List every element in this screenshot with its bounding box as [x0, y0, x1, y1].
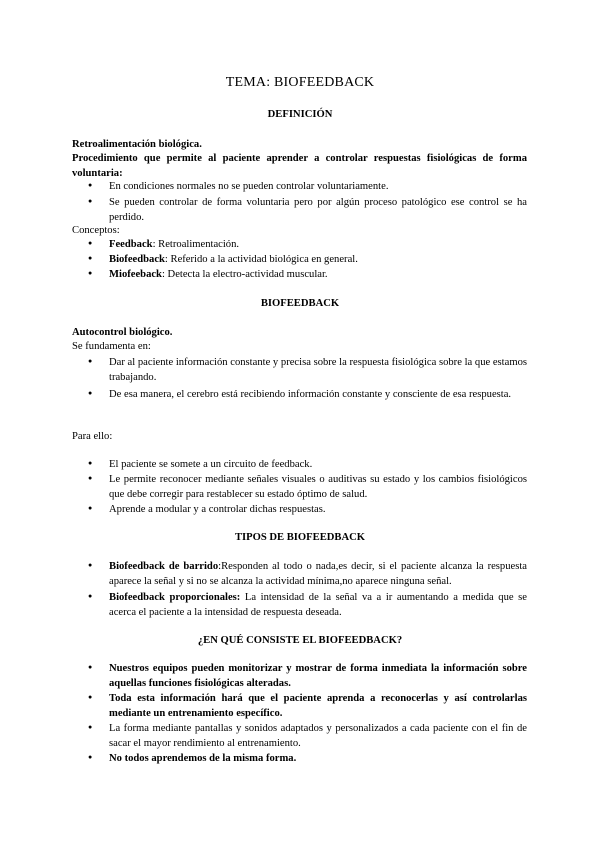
- bullet-icon: [88, 590, 98, 606]
- bullet-icon: [88, 252, 98, 268]
- list-item: ● Dar al paciente información constante y precisa sobre la respuesta fisiológica sobre la que estamos trabajando.: [72, 355, 527, 385]
- list-item: ● No todos aprendemos de la misma forma.: [72, 751, 527, 766]
- heading-tipos: TIPOS DE BIOFEEDBACK: [234, 532, 366, 543]
- list-item: ● El paciente se somete a un circuito de feedback.: [72, 457, 527, 472]
- list-item: ● Toda esta información hará que el paciente aprenda a reconocerlas y así controlarlas mediante un entrenamiento específico.: [72, 691, 527, 721]
- list-item: ● Aprende a modular y a controlar dichas respuestas.: [72, 502, 527, 517]
- bullet-icon: [88, 457, 98, 473]
- list-item: ● Feedback: Retroalimentación.: [72, 237, 527, 252]
- list-item: ● Biofeedback de barrido:Responden al todo o nada,es decir, si el paciente alcanza la respuesta aparece la señal y si no se alcanza la actividad mínima,no aparece ninguna señal.: [72, 559, 527, 589]
- list-item: ● De esa manera, el cerebro está recibiendo información constante y consciente de esa respuesta.: [72, 387, 527, 402]
- bullet-icon: [88, 237, 98, 253]
- bullet-icon: [88, 355, 98, 371]
- definicion-bullets: [72, 179, 527, 225]
- bullet-icon: [88, 387, 98, 403]
- para-ello-bullets: [72, 457, 527, 517]
- conceptos-label: Conceptos:: [72, 225, 120, 236]
- consiste-list: [72, 661, 527, 766]
- list-item: ● La forma mediante pantallas y sonidos adaptados y personalizados a cada paciente con el fin de sacar el mayor rendimiento al entrenamiento.: [72, 721, 527, 751]
- bullet-icon: [88, 502, 98, 518]
- bullet-icon: [88, 721, 98, 737]
- bullet-icon: [88, 559, 98, 575]
- bullet-icon: [88, 751, 98, 767]
- list-item: ● Biofeedback: Referido a la actividad biológica en general.: [72, 252, 527, 267]
- bullet-icon: [88, 661, 98, 677]
- page-title: TEMA: BIOFEEDBACK: [225, 75, 375, 90]
- bullet-icon: [88, 179, 98, 195]
- conceptos-list: [72, 237, 527, 282]
- bullet-icon: [88, 691, 98, 707]
- biofeedback-subtitle: Autocontrol biológico.: [72, 327, 173, 338]
- bullet-icon: [88, 195, 98, 211]
- list-item: ● Nuestros equipos pueden monitorizar y mostrar de forma inmediata la información sobre aquellas funciones fisiológicas alteradas.: [72, 661, 527, 691]
- tipos-list: [72, 559, 527, 620]
- bullet-icon: [88, 472, 98, 488]
- list-item: ● Biofeedback proporcionales: La intensidad de la señal va a ir aumentando a medida que se acerca el paciente a la intensidad de respuesta deseada.: [72, 590, 527, 620]
- list-item: ● Miofeeback: Detecta la electro-actividad muscular.: [72, 267, 527, 282]
- heading-biofeedback: BIOFEEDBACK: [260, 298, 340, 309]
- list-item: ● Le permite reconocer mediante señales visuales o auditivas su estado y los cambios fisiológicos que debe corregir para restablecer su estado óptimo de salud.: [72, 472, 527, 502]
- definicion-line1: Retroalimentación biológica.: [72, 139, 202, 150]
- list-item: ● Se pueden controlar de forma voluntaria pero por algún proceso patológico ese control se ha perdido.: [72, 195, 527, 225]
- fundamenta-label: Se fundamenta en:: [72, 341, 151, 352]
- biofeedback-bullets: [72, 355, 527, 402]
- bullet-icon: [88, 267, 98, 283]
- heading-consiste: ¿EN QUÉ CONSISTE EL BIOFEEDBACK?: [197, 635, 403, 646]
- heading-definicion: DEFINICIÓN: [267, 109, 333, 120]
- definicion-line2: Procedimiento que permite al paciente aprender a controlar respuestas fisiológicas de forma voluntaria:: [72, 153, 527, 179]
- list-item: ● En condiciones normales no se pueden controlar voluntariamente.: [72, 179, 527, 194]
- para-ello-label: Para ello:: [72, 431, 113, 442]
